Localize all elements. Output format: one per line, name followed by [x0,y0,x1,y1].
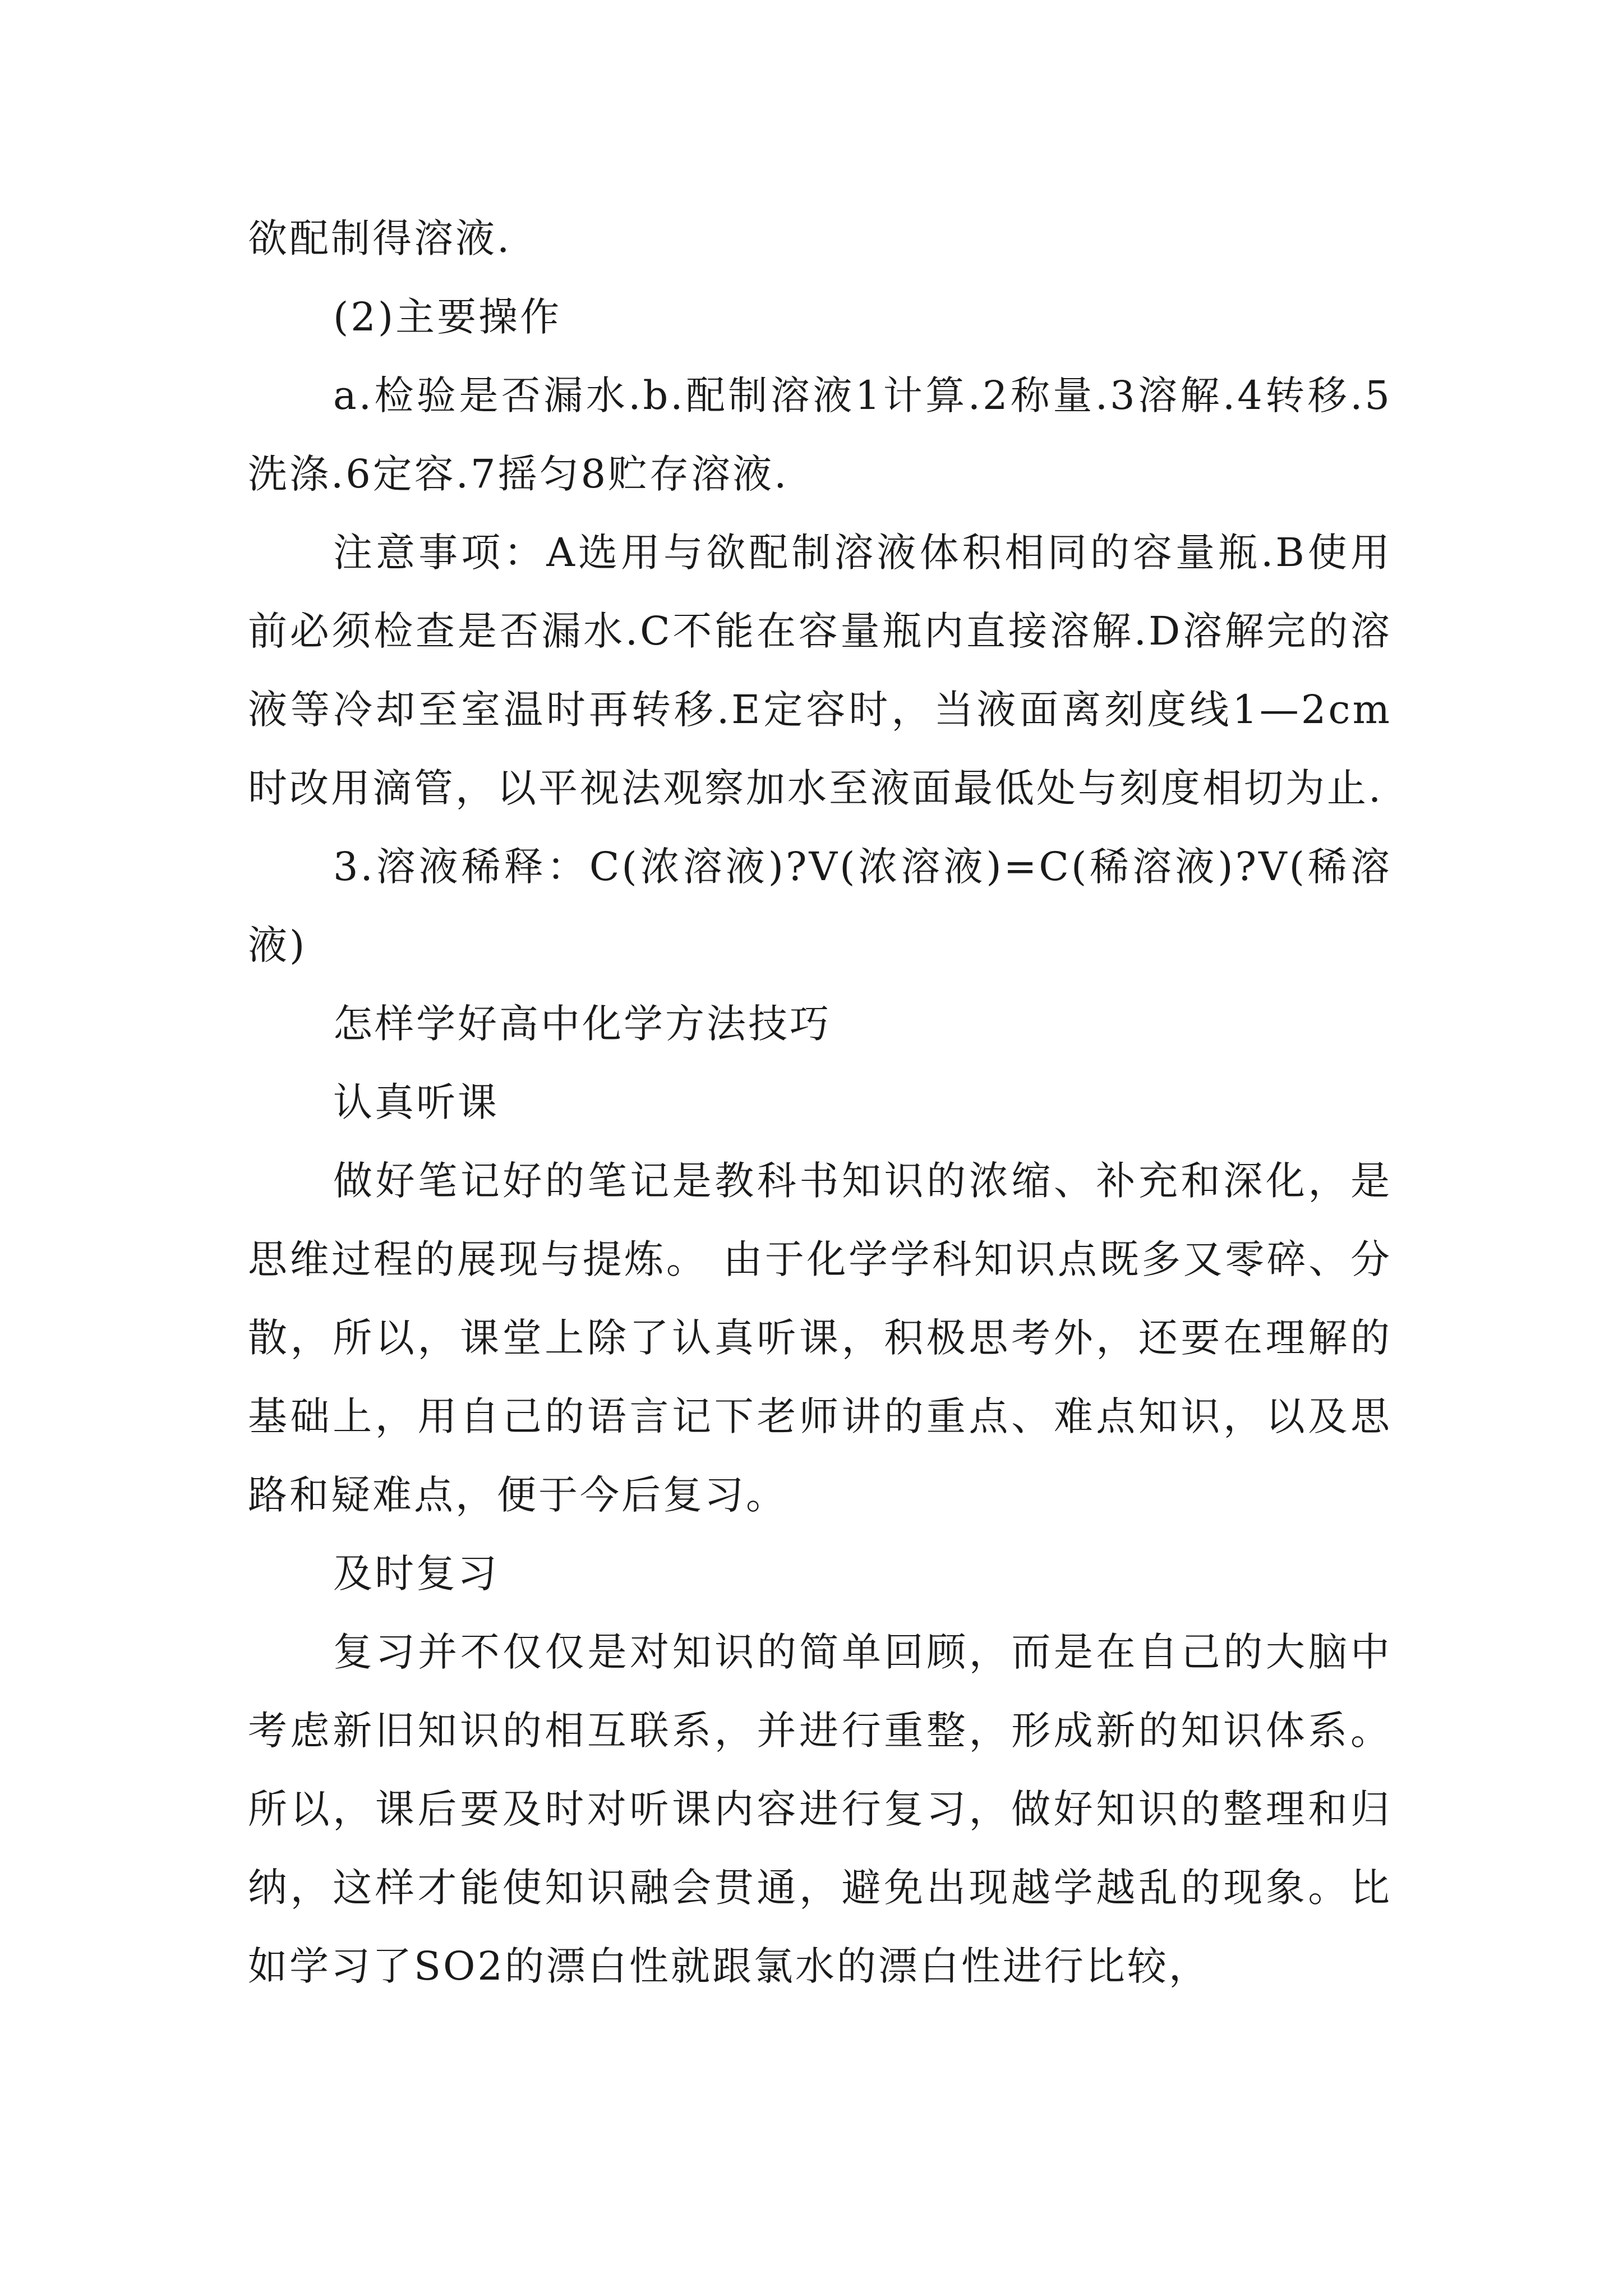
paragraph-dilution-formula: 3.溶液稀释：C(浓溶液)?V(浓溶液)=C(稀溶液)?V(稀溶液) [248,844,1392,968]
subheading-review-timely: 及时复习 [333,1550,499,1596]
paragraph-main-operations-heading: (2)主要操作 [333,294,562,340]
paragraph-solution-preparation: 欲配制得溶液. [248,215,512,261]
paragraph-review: 复习并不仅仅是对知识的简单回顾，而是在自己的大脑中考虑新旧知识的相互联系，并进行重整，形成新的知识体系。所以，课后要及时对听课内容进行复习，做好知识的整理和归纳，这样才能使知识融会贯通，避免出现越学越乱的现象。比如学习了SO2的漂白性就跟氯水的漂白性进行比较， [248,1629,1392,1989]
paragraph-precautions: 注意事项：A选用与欲配制溶液体积相同的容量瓶.B使用前必须检查是否漏水.C不能在容量瓶内直接溶解.D溶解完的溶液等冷却至室温时再转移.E定容时，当液面离刻度线1—2cm时改用滴管，以平视法观察加水至液面最低处与刻度相切为止. [248,530,1392,811]
document-body [248,199,1392,2005]
paragraph-operation-steps: a.检验是否漏水.b.配制溶液1计算.2称量.3溶解.4转移.5洗涤.6定容.7摇匀8贮存溶液. [248,372,1392,497]
paragraph-take-notes: 做好笔记好的笔记是教科书知识的浓缩、补充和深化，是思维过程的展现与提炼。 由于化学学科知识点既多又零碎、分散，所以，课堂上除了认真听课，积极思考外，还要在理解的基础上，用自己的语言记下老师讲的重点、难点知识，以及思路和疑难点，便于今后复习。 [248,1158,1392,1518]
section-heading-study-methods: 怎样学好高中化学方法技巧 [333,1001,831,1047]
subheading-listen-carefully: 认真听课 [333,1079,499,1125]
